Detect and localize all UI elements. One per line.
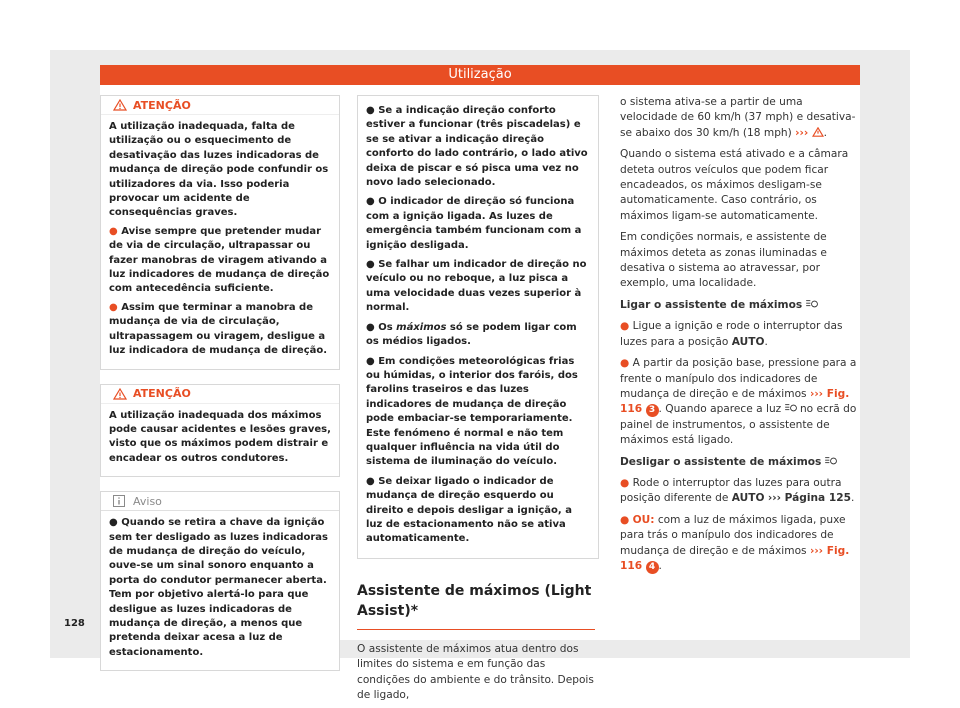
subheading-text: Desligar o assistente de máximos (620, 455, 822, 468)
paragraph: o sistema ativa-se a partir de uma velocidade de 60 km/h (37 mph) e desativa-se abaixo dos 30 km/h (18 mph) ››› . (620, 96, 856, 139)
high-beam-assist-icon (825, 456, 837, 466)
page-reference-link[interactable]: ››› Página 125 (767, 492, 851, 505)
paragraph: Em condições normais, e assistente de máximos deteta as zonas iluminadas e desativa o sistema ao atravessar, por exemplo, uma localidade. (620, 231, 827, 290)
cross-reference-link[interactable]: ››› (795, 126, 809, 139)
notice-box (100, 491, 340, 671)
warning-body-1 (101, 115, 339, 369)
figure-callout-number: 3 (646, 404, 659, 417)
high-beam-assist-icon (806, 299, 818, 309)
list-item: ● A partir da posição base, pressione para a frente o manípulo dos indicadores de mudança de direção e de máximos ››› Fig. 116 3 . Quando aparece a luz no ecrã do painel de instrumentos, o assistente de máximos está ligado. (620, 357, 857, 447)
warning-box-2 (100, 384, 340, 478)
auto-position-label: AUTO (731, 492, 765, 505)
warning-icon (113, 388, 127, 400)
warning-intro-1: A utilização inadequada, falta de utilização ou o esquecimento de desativação das luzes indicadoras de mudança de direção pode confundir os utilizadores da via. Isso poderia provocar um acidente de consequências graves. (109, 121, 329, 219)
section-title: Assistente de máximos (Light Assist)* (357, 581, 595, 630)
page-header: Utilização (100, 65, 860, 85)
list-item-text: Ligue a ignição e rode o interruptor das luzes para a posição (620, 320, 843, 348)
page-number: 128 (64, 618, 85, 629)
or-label: OU: (632, 513, 655, 526)
list-item: ● Rode o interruptor das luzes para outra posição diferente de AUTO ››› Página 125. (620, 476, 855, 505)
warning-bullet (109, 301, 331, 359)
subheading-text: Ligar o assistente de máximos (620, 298, 803, 311)
list-item-emphasis: máximos (396, 321, 447, 333)
list-item (366, 321, 590, 350)
paragraph-text: o sistema ativa-se a partir de uma velocidade de 60 km/h (37 mph) e desativa-se abaixo dos 30 km/h (18 mph) (620, 96, 856, 139)
warning-icon (812, 127, 824, 137)
paragraph: Quando o sistema está ativado e a câmara deteta outros veículos que podem ficar encadeados, os máximos desligam-se automaticamente. Caso contrário, os máximos ligam-se automaticamente. (620, 148, 849, 222)
warning-title-2: ATENÇÃO (133, 387, 191, 400)
section-intro: O assistente de máximos atua dentro dos limites do sistema e em função das condições do ambiente e do trânsito. Depois de ligado, (357, 642, 594, 701)
list-item-text: A partir da posição base, pressione para a frente o manípulo dos indicadores de mudança de direção e de máximos (620, 357, 857, 400)
subheading-off (620, 455, 860, 470)
list-item-text: Os (378, 321, 397, 333)
figure-callout-number: 4 (646, 561, 659, 574)
notice-header (101, 492, 339, 511)
notice-text: Quando se retira a chave da ignição sem ter desligado as luzes indicadoras de mudança de direção do veículo, ouve-se um sinal sonoro enquanto a porta do condutor permanecer aberta. Tem por objetivo alertá-lo para que desligue as luzes indicadoras de mudança de direção, a menos que pretenda deixar acesa a luz de estacionamento. (109, 517, 329, 658)
bullet-dot: ● (109, 225, 122, 237)
info-icon (113, 495, 125, 507)
warning-title-1: ATENÇÃO (133, 98, 191, 112)
list-item-text: Se deixar ligado o indicador de mudança de direção esquerdo ou direito e depois desligar a ignição, a luz de estacionamento não se ativa automaticamente. (366, 475, 572, 545)
bullet-dot: ● (109, 301, 122, 313)
warning-bullet (109, 225, 331, 297)
bullet-dot: ● (109, 517, 122, 529)
list-item-text: Rode o interruptor das luzes para outra posição diferente de (620, 476, 842, 505)
list-item-text: O indicador de direção só funciona com a ignição ligada. As luzes de emergência também funcionam com a ignição desligada. (366, 196, 582, 251)
warning-box-1 (100, 95, 340, 370)
warning-header-1 (101, 96, 339, 115)
bullet-dot: ● (620, 513, 633, 526)
notice-continued-box (357, 95, 599, 559)
bullet-dot: ● (366, 321, 379, 333)
list-item-text: Em condições meteorológicas frias ou húmidas, o interior dos faróis, dos farolins traseiros e das luzes indicadores de mudança de direção pode embaciar-se temporariamente. Este fenómeno é normal e não tem qualquer influência na vida útil do sistema de iluminação do veículo. (366, 355, 578, 468)
warning-bullet-text: Avise sempre que pretender mudar de via de circulação, ultrapassar ou fazer manobras de viragem ativando a luz indicadores de mudança de direção com antecedência suficiente. (109, 225, 330, 295)
auto-position-label: AUTO (731, 335, 765, 348)
list-item-text: Se falhar um indicador de direção no veículo ou no reboque, a luz pisca a uma velocidade duas vezes superior à normal. (366, 259, 587, 314)
bullet-dot: ● (620, 476, 633, 489)
bullet-dot: ● (366, 355, 379, 367)
bullet-dot: ● (620, 320, 633, 333)
notice-body (101, 511, 339, 670)
notice-title: Aviso (133, 494, 162, 508)
list-item-text: Se a indicação direção conforto estiver a funcionar (três piscadelas) e se se ativar a indicação direção conforto do lado contrário, o lado ativo deixa de piscar e só pisca uma vez no novo lado selecionado. (366, 105, 588, 189)
warning-body-2 (101, 404, 339, 477)
list-item (366, 355, 590, 470)
bullet-dot: ● (366, 475, 379, 487)
warning-bullet-text: Assim que terminar a manobra de mudança de via de circulação, ultrapassagem ou viragem, desligue a luz indicadora de mudança de direção. (109, 301, 328, 357)
list-item: ● Ligue a ignição e rode o interruptor das luzes para a posição AUTO. (620, 320, 843, 348)
list-item (366, 475, 590, 547)
figure-reference-link[interactable]: ››› Fig. 116 (620, 387, 850, 416)
list-item-text: no ecrã do painel de instrumentos, o assistente de máximos está ligado. (620, 403, 857, 447)
column-left (100, 95, 340, 683)
figure-reference-link[interactable]: ››› Fig. 116 (620, 544, 850, 572)
warning-icon (113, 99, 127, 111)
column-right (620, 95, 860, 580)
list-item (366, 195, 590, 253)
bullet-dot: ● (620, 357, 633, 370)
notice-bullet (109, 516, 331, 660)
warning-text-2: A utilização inadequada dos máximos pode causar acidentes e lesões graves, visto que os máximos podem distrair e encadear os outros condutores. (109, 409, 331, 464)
bullet-dot: ● (366, 196, 379, 208)
column-middle (357, 95, 599, 703)
bullet-dot: ● (366, 105, 379, 116)
list-item: ● OU: com a luz de máximos ligada, puxe para trás o manípulo dos indicadores de mudança de direção e de máximos ››› Fig. 116 4 . (620, 513, 850, 572)
list-item-text: só se podem ligar com os médios ligados. (366, 321, 577, 348)
list-item-text: com a luz de máximos ligada, puxe para trás o manípulo dos indicadores de mudança de direção e de máximos (620, 513, 846, 557)
list-item-text: Quando aparece a luz (665, 403, 782, 416)
bullet-dot: ● (366, 259, 379, 271)
subheading-on (620, 298, 860, 313)
high-beam-indicator-icon (785, 403, 797, 413)
list-item (366, 258, 590, 316)
warning-header-2 (101, 385, 339, 404)
list-item (366, 104, 590, 190)
